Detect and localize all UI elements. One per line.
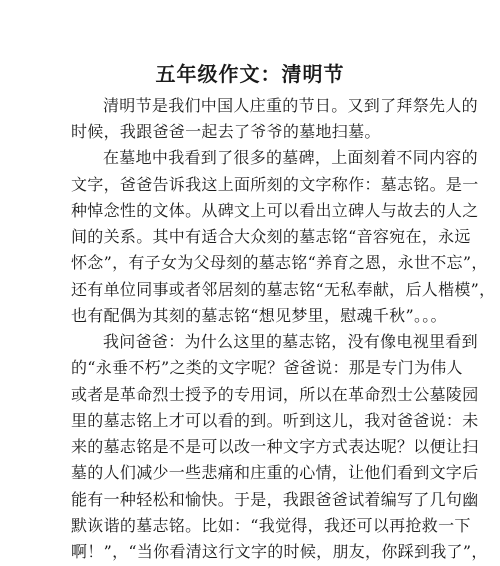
paragraph-line: 默诙谐的墓志铭。比如：“我觉得，我还可以再抢救一下 xyxy=(71,516,471,535)
paragraph-line: 清明节是我们中国人庄重的节日。又到了拜祭先人的 xyxy=(103,96,478,115)
paragraph-line: 间的关系。其中有适合大众刻的墓志铭“音容宛在，永远 xyxy=(71,227,471,246)
paragraph-line: 里的墓志铭上才可以看的到。听到这儿，我对爸爸说：未 xyxy=(71,411,479,430)
paragraph-line: 文字，爸爸告诉我这上面所刻的文字称作：墓志铭。是一 xyxy=(71,175,479,194)
paragraph-line: 在墓地中我看到了很多的墓碑，上面刻着不同内容的 xyxy=(103,148,478,167)
paragraph-line: 怀念”，有子女为父母刻的墓志铭“养育之恩，永世不忘”， xyxy=(71,253,488,272)
paragraph-line: 能有一种轻松和愉快。于是，我跟爸爸试着编写了几句幽 xyxy=(71,490,479,509)
paragraph-line: 啊！”，“当你看清这行文字的时候，朋友，你踩到我了”， xyxy=(71,542,488,561)
paragraph-line: 种悼念性的文体。从碑文上可以看出立碑人与故去的人之 xyxy=(71,201,479,220)
paragraph-line: 我问爸爸：为什么这里的墓志铭，没有像电视里看到 xyxy=(103,332,478,351)
paragraph-line: 墓的人们减少一些悲痛和庄重的心情，让他们看到文字后 xyxy=(71,463,479,482)
paragraph-line: 时候，我跟爸爸一起去了爷爷的墓地扫墓。 xyxy=(71,122,381,141)
paragraph-line: 的“永垂不朽”之类的文字呢？爸爸说：那是专门为伟人 xyxy=(71,358,463,377)
paragraph-line: 还有单位同事或者邻居刻的墓志铭“无私奉献，后人楷模”， xyxy=(71,280,496,299)
document-title: 五年级作文：清明节 xyxy=(155,62,345,86)
paragraph-line: 来的墓志铭是不是可以改一种文字方式表达呢？以便让扫 xyxy=(71,437,479,456)
paragraph-line: 或者是革命烈士授予的专用词，所以在革命烈士公墓陵园 xyxy=(71,385,479,404)
paragraph-line: 也有配偶为其刻的墓志铭“想见梦里，慰魂千秋”。。。 xyxy=(71,306,447,325)
